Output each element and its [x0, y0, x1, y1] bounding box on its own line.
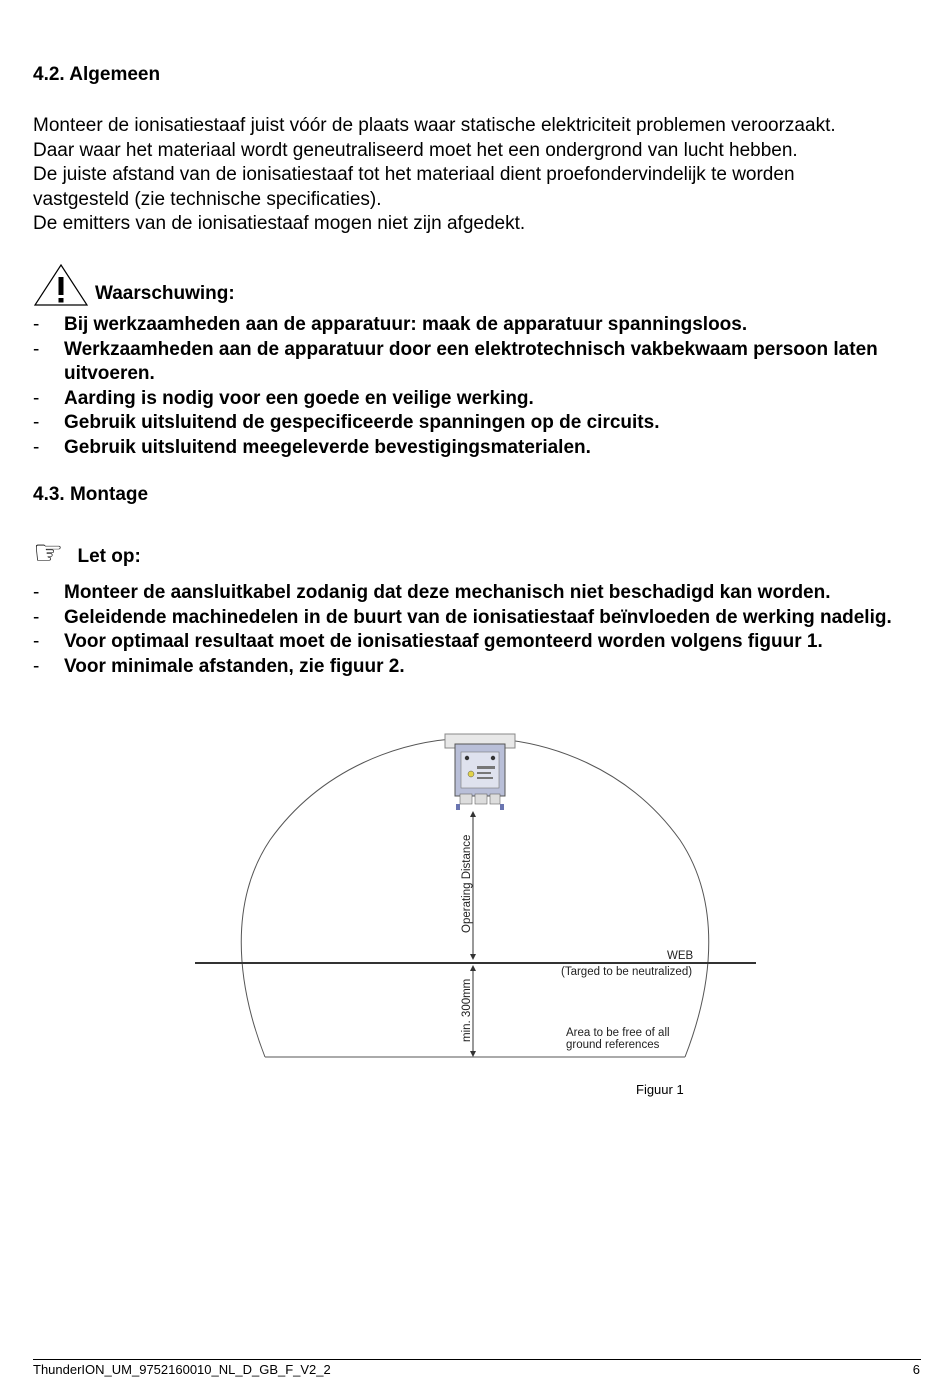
area-label-line1: Area to be free of all: [566, 1027, 670, 1039]
paragraph-line: vastgesteld (zie technische specificaties).: [33, 188, 382, 210]
list-item: - Gebruik uitsluitend meegeleverde bevestigingsmaterialen.: [33, 436, 591, 458]
note-label: Let op:: [77, 546, 141, 567]
warning-triangle-icon: [33, 263, 89, 307]
list-item: - Geleidende machinedelen in de buurt van de ionisatiestaaf beïnvloeden de werking nadelig.: [33, 606, 892, 628]
list-item: - Gebruik uitsluitend de gespecificeerde spanningen op de circuits.: [33, 412, 660, 433]
paragraph-line: De emitters van de ionisatiestaaf mogen niet zijn afgedekt.: [33, 213, 526, 234]
figure-caption: Figuur 1: [636, 1082, 684, 1097]
warning-label: Waarschuwing:: [95, 283, 235, 304]
pointing-hand-icon: ☞: [33, 534, 64, 572]
paragraph-line: De juiste afstand van de ionisatiestaaf tot het materiaal dient proefondervindelijk te worden: [33, 164, 795, 185]
section-heading-algemeen: 4.2. Algemeen: [33, 64, 161, 85]
list-item: - Bij werkzaamheden aan de apparatuur: maak de apparatuur spanningsloos.: [33, 314, 748, 335]
section-heading-montage: 4.3. Montage: [33, 484, 149, 505]
paragraph-line: Monteer de ionisatiestaaf juist vóór de plaats waar statische elektriciteit problemen veroorzaakt.: [33, 115, 836, 136]
list-item: - Werkzaamheden aan de apparatuur door een elektrotechnisch vakbekwaam persoon laten uitvoeren.: [33, 338, 878, 384]
footer-divider: [33, 1359, 921, 1360]
ionisation-bar-device: [445, 734, 515, 810]
footer-page-number: 6: [912, 1362, 920, 1377]
min-distance-label: min. 300mm: [461, 978, 473, 1042]
footer-document-id: ThunderION_UM_9752160010_NL_D_GB_F_V2_2: [33, 1362, 331, 1377]
web-label: WEB: [667, 950, 694, 962]
area-label-line2: ground references: [566, 1039, 660, 1051]
mounting-figure: [190, 730, 760, 1065]
warning-list: [33, 313, 923, 460]
note-list: [33, 581, 923, 679]
list-item: - Monteer de aansluitkabel zodanig dat deze mechanisch niet beschadigd kan worden.: [33, 582, 831, 603]
list-item: - Voor minimale afstanden, zie figuur 2.: [33, 655, 405, 677]
list-item: - Aarding is nodig voor een goede en veilige werking.: [33, 387, 534, 409]
web-sublabel: (Targed to be neutralized): [561, 966, 693, 978]
warning-callout: [33, 263, 235, 307]
list-item: - Voor optimaal resultaat moet de ionisatiestaaf gemonteerd worden volgens figuur 1.: [33, 631, 823, 652]
note-callout: [33, 534, 141, 572]
operating-distance-label: Operating Distance: [461, 834, 473, 933]
algemeen-paragraph: [33, 114, 923, 237]
paragraph-line: Daar waar het materiaal wordt geneutraliseerd moet het een ondergrond van lucht hebben.: [33, 139, 798, 161]
